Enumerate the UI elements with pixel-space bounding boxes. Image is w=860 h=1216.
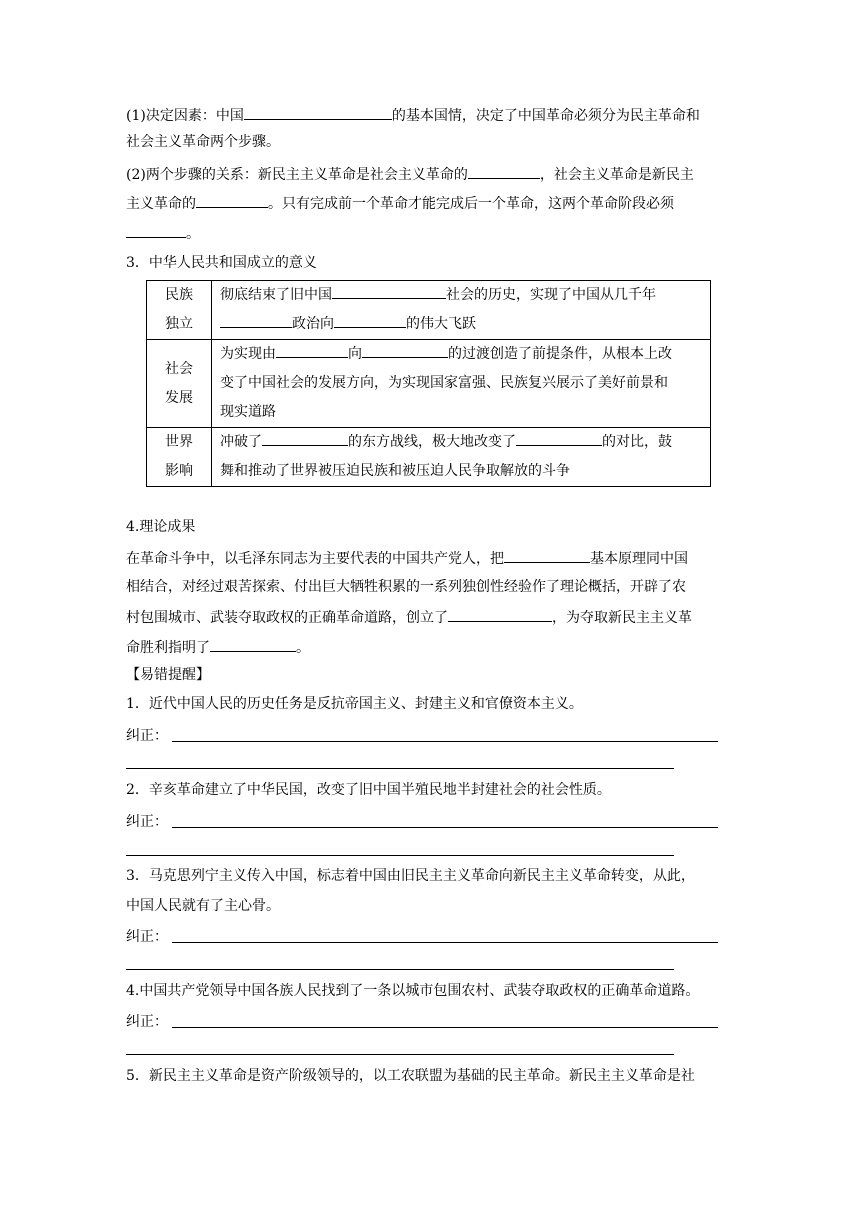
theory-paragraph-line: 在革命斗争中，以毛泽东同志为主要代表的中国共产党人，把 基本原理同中国 bbox=[126, 547, 688, 569]
row-header: 社会 发展 bbox=[147, 340, 212, 428]
reminder-item: 3．马克思列宁主义传入中国，标志着中国由旧民主主义革命向新民主主义革命转变，从此， bbox=[126, 868, 695, 884]
correction-label: 纠正： bbox=[126, 929, 168, 945]
reminder-item: 5．新民主主义革命是资产阶级领导的，以工农联盟为基础的民主革命。新民主主义革命是社 bbox=[126, 1068, 695, 1084]
fill-blank[interactable] bbox=[448, 606, 552, 622]
row-content: 冲破了 的东方战线，极大地改变了 的对比，鼓 舞和推动了世界被压迫民族和被压迫人民争取解放的斗争 bbox=[212, 428, 711, 487]
significance-table bbox=[146, 280, 711, 487]
reminder-item-cont: 中国人民就有了主心骨。 bbox=[126, 898, 280, 914]
fill-blank[interactable] bbox=[468, 163, 540, 179]
paragraph-deciding-factor-cont: 社会主义革命两个步骤。 bbox=[126, 134, 280, 150]
correction-label: 纠正： bbox=[126, 814, 168, 830]
fill-blank[interactable] bbox=[516, 430, 602, 446]
row-content: 彻底结束了旧中国 社会的历史，实现了中国从几千年 政治向 的伟大飞跃 bbox=[212, 281, 711, 340]
section-title: 4.理论成果 bbox=[126, 519, 196, 535]
reminder-item: 4.中国共产党领导中国各族人民找到了一条以城市包围农村、武装夺取政权的正确革命道路。 bbox=[126, 983, 700, 999]
correction-line[interactable] bbox=[172, 827, 718, 828]
correction-line[interactable] bbox=[126, 1054, 674, 1055]
fill-blank[interactable] bbox=[504, 547, 590, 563]
row-header: 民族 独立 bbox=[147, 281, 212, 340]
theory-paragraph-line: 相结合，对经过艰苦探索、付出巨大牺牲积累的一系列独创性经验作了理论概括，开辟了农 bbox=[126, 579, 686, 595]
section-title: 3．中华人民共和国成立的意义 bbox=[126, 255, 317, 271]
reminder-item: 2．辛亥革命建立了中华民国，改变了旧中国半殖民地半封建社会的社会性质。 bbox=[126, 782, 611, 798]
correction-line[interactable] bbox=[172, 942, 718, 943]
fill-blank[interactable] bbox=[196, 192, 268, 208]
paragraph-two-steps-end: 。 bbox=[126, 222, 200, 244]
theory-paragraph-line: 村包围城市、武装夺取政权的正确革命道路，创立了 ，为夺取新民主主义革 bbox=[126, 606, 692, 628]
table-row bbox=[147, 428, 711, 487]
fill-blank[interactable] bbox=[334, 312, 406, 328]
correction-line[interactable] bbox=[126, 969, 674, 970]
reminder-item: 1．近代中国人民的历史任务是反抗帝国主义、封建主义和官僚资本主义。 bbox=[126, 696, 583, 712]
table-row bbox=[147, 281, 711, 340]
reminder-title: 【易错提醒】 bbox=[126, 667, 210, 683]
fill-blank[interactable] bbox=[244, 104, 392, 120]
fill-blank[interactable] bbox=[126, 222, 186, 238]
correction-line[interactable] bbox=[126, 768, 674, 769]
row-header: 世界 影响 bbox=[147, 428, 212, 487]
fill-blank[interactable] bbox=[210, 636, 296, 652]
row-content: 为实现由 向 的过渡创造了前提条件，从根本上改 变了中国社会的发展方向，为实现国家富强、民族复兴展示了美好前景和 现实道路 bbox=[212, 340, 711, 428]
paragraph-deciding-factor: (1)决定因素：中国 的基本国情，决定了中国革命必须分为民主革命和 bbox=[126, 104, 700, 126]
fill-blank[interactable] bbox=[262, 430, 348, 446]
paragraph-two-steps-cont: 主义革命的 。只有完成前一个革命才能完成后一个革命，这两个革命阶段必须 bbox=[126, 192, 674, 214]
correction-label: 纠正： bbox=[126, 728, 168, 744]
correction-line[interactable] bbox=[172, 741, 718, 742]
fill-blank[interactable] bbox=[276, 342, 348, 358]
fill-blank[interactable] bbox=[332, 283, 446, 299]
table-row bbox=[147, 340, 711, 428]
correction-line[interactable] bbox=[172, 1027, 718, 1028]
theory-paragraph-line: 命胜利指明了 。 bbox=[126, 636, 310, 658]
fill-blank[interactable] bbox=[362, 342, 448, 358]
fill-blank[interactable] bbox=[220, 312, 292, 328]
correction-label: 纠正： bbox=[126, 1014, 168, 1030]
paragraph-two-steps: (2)两个步骤的关系：新民主主义革命是社会主义革命的 ，社会主义革命是新民主 bbox=[126, 163, 694, 185]
correction-line[interactable] bbox=[126, 855, 674, 856]
